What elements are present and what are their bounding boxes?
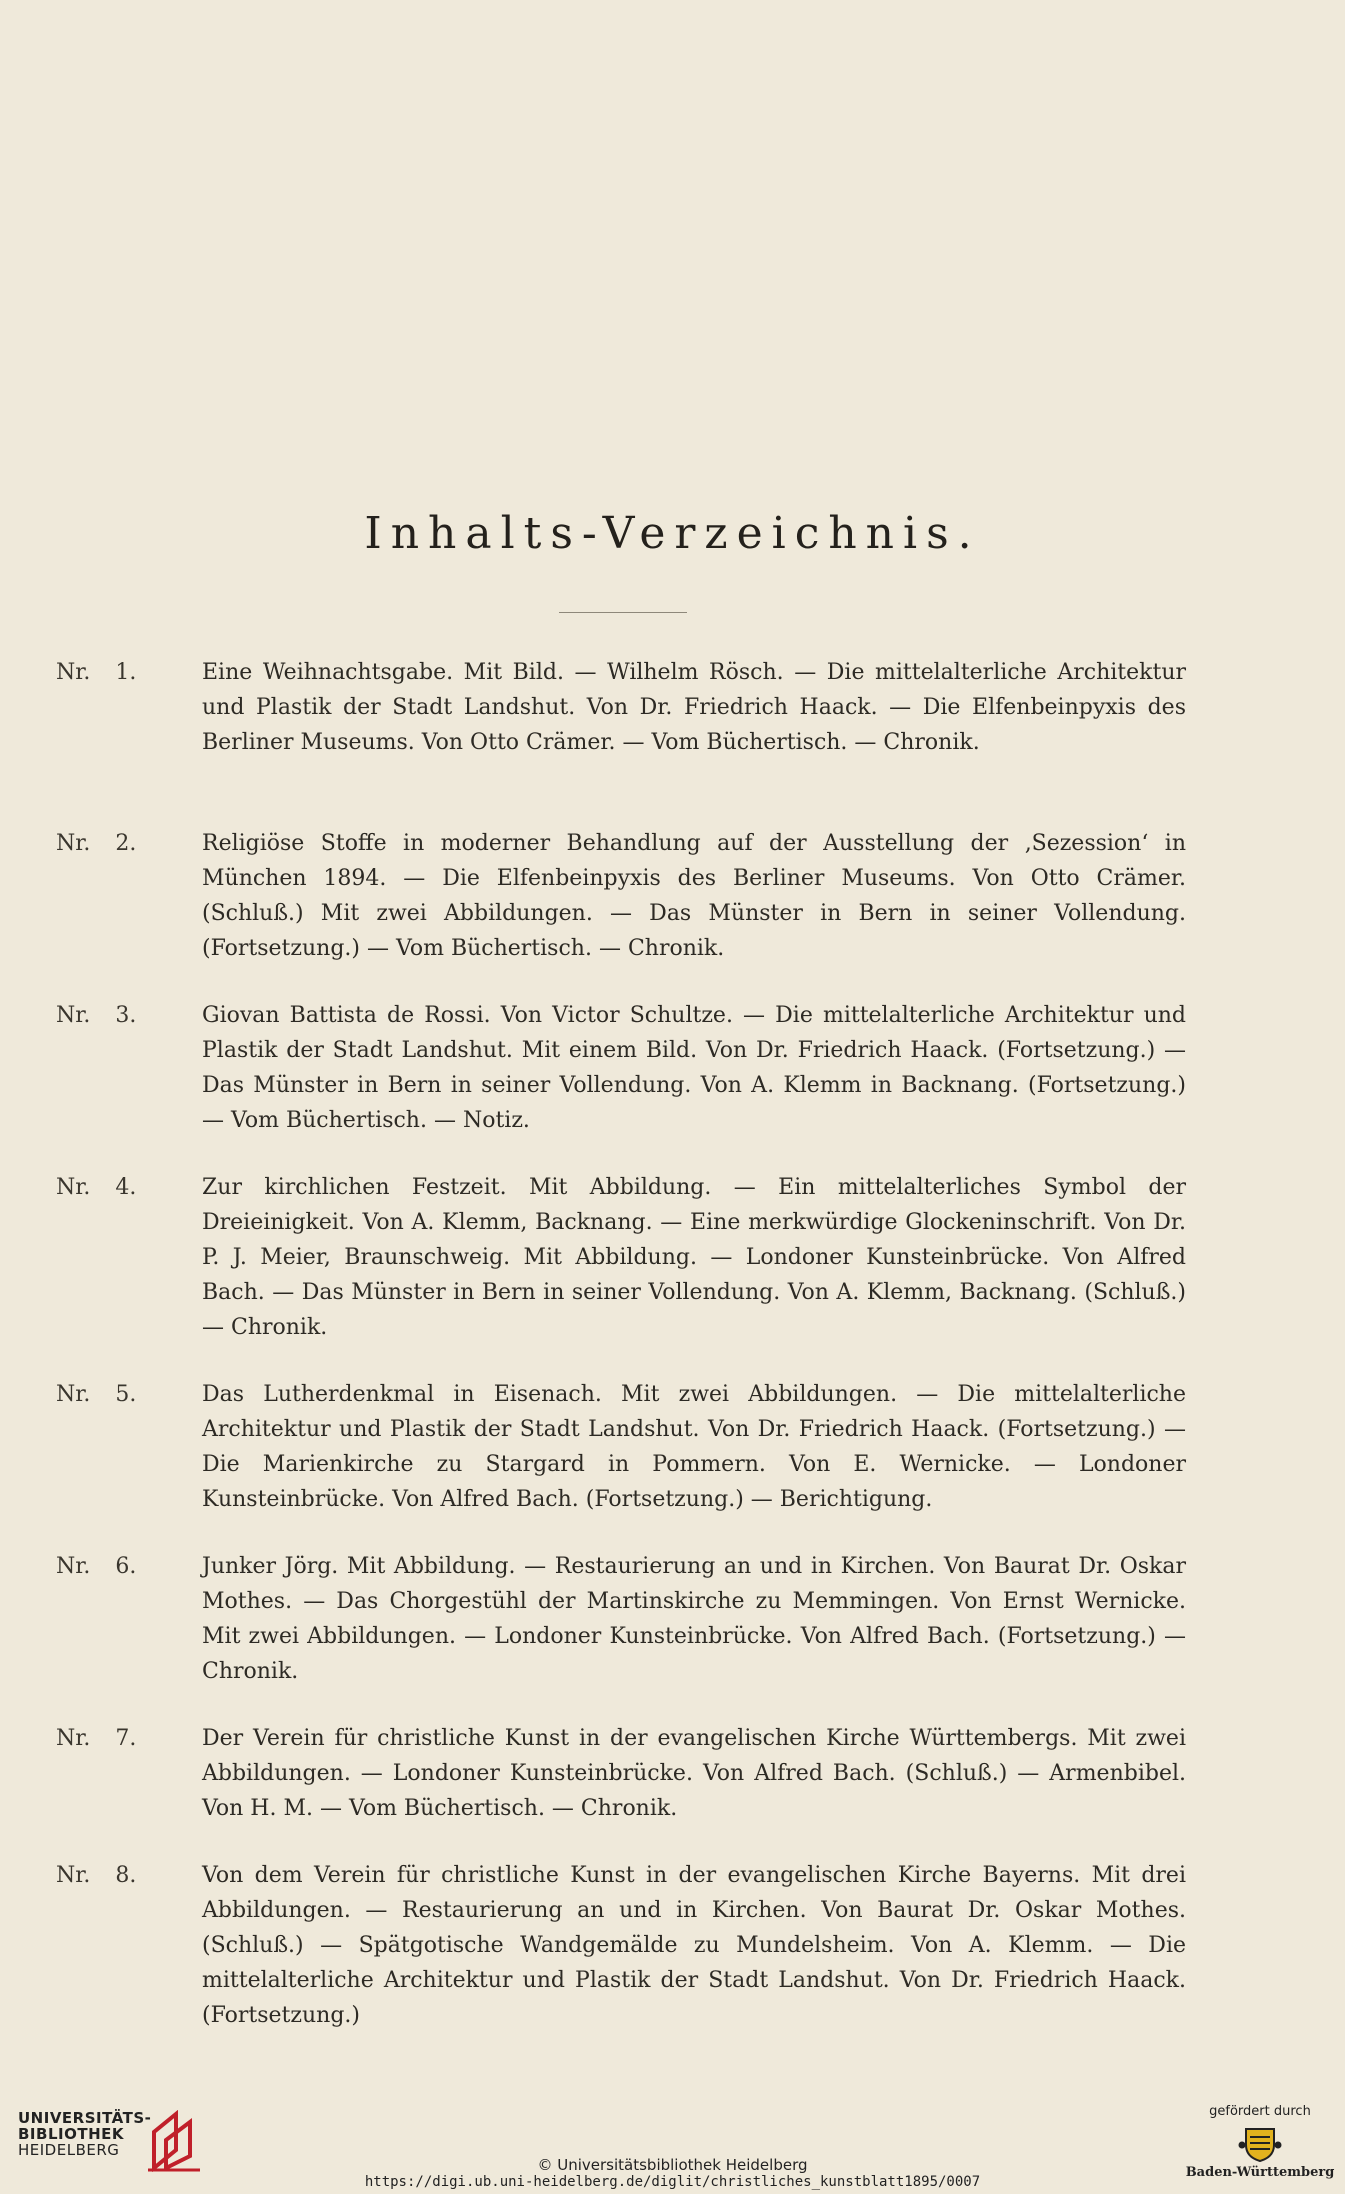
entry-prefix: Nr. — [56, 1382, 91, 1407]
entry-index: 4. — [115, 1175, 137, 1200]
entry-number — [56, 1858, 136, 1893]
entry-text: Das Lutherdenkmal in Eisenach. Mit zwei Abbildungen. — Die mittelalterliche Architektur und Plastik der Stadt Landshut. Von Dr. Friedrich Haack. (Fortsetzung.) — Die Marienkirche zu Stargard in Pommern. Von E. Wernicke. — Londoner Kunsteinbrücke. Von Alfred Bach. (Fortsetzung.) — Berichtigung. — [202, 1382, 1186, 1512]
entry-prefix: Nr. — [56, 1003, 91, 1028]
title-divider — [559, 612, 687, 613]
entry-index: 5. — [115, 1382, 137, 1407]
entry-text: Von dem Verein für christliche Kunst in der evangelischen Kirche Bayerns. Mit drei Abbildungen. — Restaurierung an und in Kirchen. Von Baurat Dr. Oskar Mothes. (Schluß.) — Spätgotische Wandgemälde zu Mundelsheim. Von A. Klemm. — Die mittelalterliche Architektur und Plastik der Stadt Landshut. Von Dr. Friedrich Haack. (Fortsetzung.) — [202, 1863, 1186, 2028]
entry-index: 1. — [115, 660, 137, 685]
state-crest-icon — [1238, 2125, 1282, 2163]
library-name — [18, 2110, 151, 2158]
entry-prefix: Nr. — [56, 1554, 91, 1579]
library-line-3: HEIDELBERG — [18, 2141, 120, 2159]
entry-prefix: Nr. — [56, 1726, 91, 1751]
entry-index: 2. — [115, 831, 137, 856]
entry-text: Eine Weihnachtsgabe. Mit Bild. — Wilhelm Rösch. — Die mittelalterliche Architektur und Plastik der Stadt Landshut. Von Dr. Friedrich Haack. — Die Elfenbeinpyxis des Berliner Museums. Von Otto Crämer. — Vom Büchertisch. — Chronik. — [202, 660, 1186, 755]
entry-number — [56, 655, 136, 690]
library-line-1: UNIVERSITÄTS- — [18, 2109, 152, 2127]
entry-prefix: Nr. — [56, 1175, 91, 1200]
entry-text: Religiöse Stoffe in moderner Behandlung auf der Ausstellung der ‚Sezession‘ in München 1894. — Die Elfenbeinpyxis des Berliner Museums. Von Otto Crämer. (Schluß.) Mit zwei Abbildungen. — Das Münster in Bern in seiner Vollendung. (Fortsetzung.) — Vom Büchertisch. — Chronik. — [202, 831, 1186, 961]
entry-number — [56, 1170, 136, 1205]
copyright-notice: © Universitätsbibliothek Heidelberg — [537, 2156, 808, 2174]
entry-number — [56, 998, 136, 1033]
sponsor-label: gefördert durch — [1209, 2104, 1311, 2119]
sponsor-block — [1180, 2104, 1340, 2190]
entry-index: 6. — [115, 1554, 137, 1579]
entry-text: Der Verein für christliche Kunst in der evangelischen Kirche Württembergs. Mit zwei Abbildungen. — Londoner Kunsteinbrücke. Von Alfred Bach. (Schluß.) — Armenbibel. Von H. M. — Vom Büchertisch. — Chronik. — [202, 1726, 1186, 1821]
sponsor-name: Baden-Württemberg — [1185, 2165, 1335, 2180]
entry-text: Junker Jörg. Mit Abbildung. — Restaurierung an und in Kirchen. Von Baurat Dr. Oskar Mothes. — Das Chorgestühl der Martinskirche zu Memmingen. Von Ernst Wernicke. Mit zwei Abbildungen. — Londoner Kunsteinbrücke. Von Alfred Bach. (Fortsetzung.) — Chronik. — [202, 1554, 1186, 1684]
entry-index: 3. — [115, 1003, 137, 1028]
entry-text: Giovan Battista de Rossi. Von Victor Schultze. — Die mittelalterliche Architektur und Plastik der Stadt Landshut. Mit einem Bild. Von Dr. Friedrich Haack. (Fortsetzung.) — Das Münster in Bern in seiner Vollendung. Von A. Klemm in Backnang. (Fortsetzung.) — Vom Büchertisch. — Notiz. — [202, 1003, 1186, 1133]
entry-number — [56, 1377, 136, 1412]
entry-number — [56, 1549, 136, 1584]
entry-index: 8. — [115, 1863, 137, 1888]
source-url[interactable]: https://digi.ub.uni-heidelberg.de/diglit/christliches_kunstblatt1895/0007 — [364, 2174, 981, 2190]
entry-text: Zur kirchlichen Festzeit. Mit Abbildung. — Ein mittelalterliches Symbol der Dreieinigkeit. Von A. Klemm, Backnang. — Eine merkwürdige Glockeninschrift. Von Dr. P. J. Meier, Braunschweig. Mit Abbildung. — Londoner Kunsteinbrücke. Von Alfred Bach. — Das Münster in Bern in seiner Vollendung. Von A. Klemm, Backnang. (Schluß.) — Chronik. — [202, 1175, 1186, 1340]
library-line-2: BIBLIOTHEK — [18, 2125, 124, 2143]
entry-prefix: Nr. — [56, 831, 91, 856]
entry-number — [56, 1721, 136, 1756]
page-title: Inhalts-Verzeichnis. — [364, 508, 981, 559]
entry-index: 7. — [115, 1726, 137, 1751]
entry-number — [56, 826, 136, 861]
entry-prefix: Nr. — [56, 660, 91, 685]
entry-prefix: Nr. — [56, 1863, 91, 1888]
